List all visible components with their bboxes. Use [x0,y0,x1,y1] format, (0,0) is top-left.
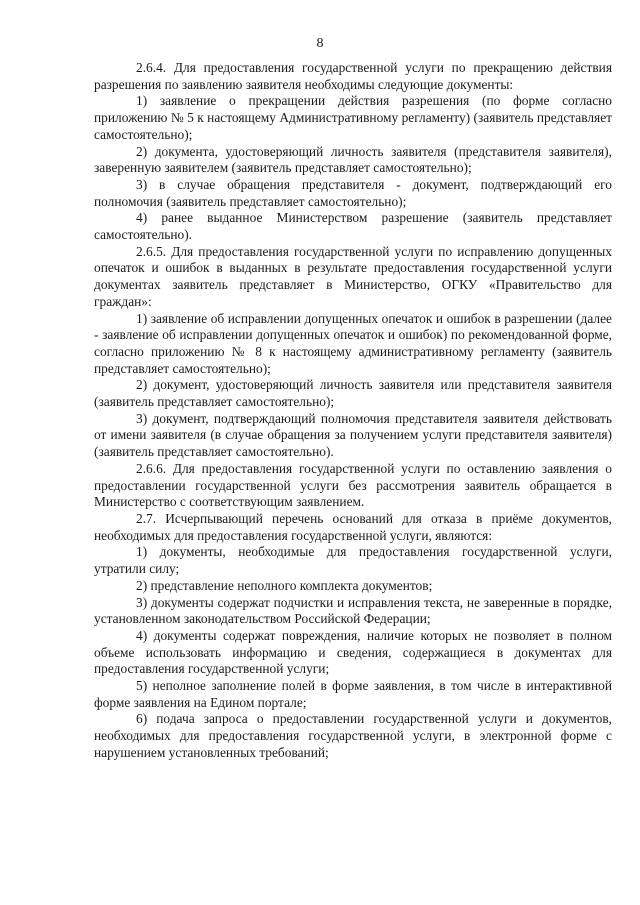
paragraph-2-6-4-item-1: 1) заявление о прекращении действия разрешения (по форме согласно приложению № 5 к настоящему Административному регламенту) (заявитель представляет самостоятельно); [94,93,612,142]
paragraph-2-7-item-5: 5) неполное заполнение полей в форме заявления, в том числе в интерактивной форме заявления на Едином портале; [94,678,612,710]
paragraph-2-6-4-item-3: 3) в случае обращения представителя - документ, подтверждающий его полномочия (заявитель представляет самостоятельно); [94,176,612,209]
paragraph-2-6-5-item-1: 1) заявление об исправлении допущенных опечаток и ошибок в разрешении (далее - заявление об исправлении допущенных опечаток и ошибок) по рекомендованной форме, согласно приложению № 8 к настоящему административному регламенту (заявитель представляет самостоятельно); [94,310,612,376]
paragraph-2-6-5-item-3: 3) документ, подтверждающий полномочия представителя заявителя действовать от имени заявителя (в случае обращения за получением услуги представителя заявителя) (заявитель представляет самостоятельно). [94,410,612,460]
paragraph-2-6-5: 2.6.5. Для предоставления государственной услуги по исправлению допущенных опечаток и ошибок в выданных в результате предоставления государственной услуги документах заявитель представляет в Министерство, ОГКУ «Правительство для граждан»: [94,243,612,309]
document-body [94,60,612,762]
paragraph-2-7-item-1: 1) документы, необходимые для предоставления государственной услуги, утратили силу; [94,544,612,577]
paragraph-2-7-item-4: 4) документы содержат повреждения, наличие которых не позволяет в полном объеме использовать информацию и сведения, содержащиеся в документах для предоставления государственной услуги; [94,627,612,677]
paragraph-2-6-4-item-2: 2) документа, удостоверяющий личность заявителя (представителя заявителя), заверенную заявителем (заявитель представляет самостоятельно); [94,143,612,176]
paragraph-2-6-5-item-2: 2) документ, удостоверяющий личность заявителя или представителя заявителя (заявитель представляет самостоятельно); [94,377,612,410]
paragraph-2-7: 2.7. Исчерпывающий перечень оснований для отказа в приёме документов, необходимых для предоставления государственной услуги, являются: [94,510,612,543]
page-number: 8 [316,36,324,51]
paragraph-2-7-item-2: 2) представление неполного комплекта документов; [136,577,433,593]
paragraph-2-7-item-3: 3) документы содержат подчистки и исправления текста, не заверенные в порядке, установленном законодательством Российской Федерации; [94,594,612,627]
paragraph-2-7-item-6: 6) подача запроса о предоставлении государственной услуги и документов, необходимых для предоставления государственной услуги, в электронной форме с нарушением установленных требований; [94,711,612,760]
paragraph-2-6-4: 2.6.4. Для предоставления государственной услуги по прекращению действия разрешения по заявлению заявителя необходимы следующие документы: [94,60,612,92]
paragraph-2-6-4-item-4: 4) ранее выданное Министерством разрешение (заявитель представляет самостоятельно). [94,210,612,243]
paragraph-2-6-6: 2.6.6. Для предоставления государственной услуги по оставлению заявления о предоставлении государственной услуги без рассмотрения заявитель обращается в Министерство с соответствующим заявлением. [94,460,612,510]
